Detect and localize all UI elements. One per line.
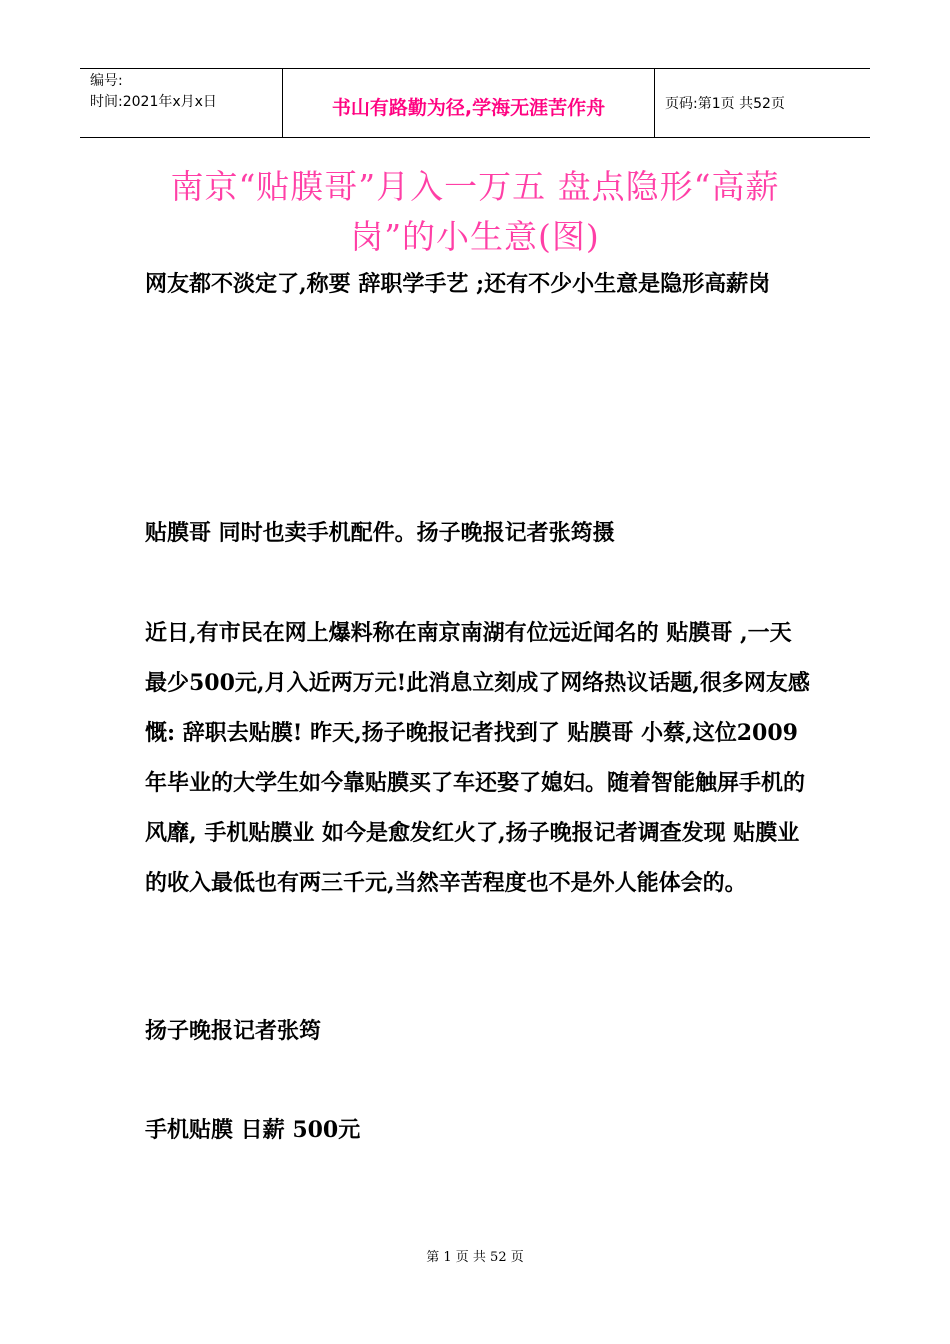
document-number-label: 编号: [90,73,123,89]
header-page-info: 页码:第1页 共52页 [665,96,785,112]
document-header [80,68,870,138]
header-motto: 书山有路勤为径,学海无涯苦作舟 [282,69,655,137]
image-caption: 贴膜哥 同时也卖手机配件。扬子晚报记者张筠摄 [145,520,615,546]
section-heading: 手机贴膜 日薪 500元 [145,1117,361,1143]
page-footer: 第 1 页 共 52 页 [426,1250,524,1265]
article-paragraph: 近日,有市民在网上爆料称在南京南湖有位远近闻名的 贴膜哥 ,一天最少500元,月入近两万元!此消息立刻成了网络热议话题,很多网友感慨: 辞职去贴膜! 昨天,扬子晚报记者找到了 贴膜哥 小蔡,这位2009年毕业的大学生如今靠贴膜买了车还娶了媳妇。随着智能触屏手机的风靡, 手机贴膜业 如今是愈发红火了,扬子晚报记者调查发现 贴膜业 的收入最低也有两三千元,当然辛苦程度也不是外人能体会的。 [145,620,810,896]
document-date: 时间:2021年x月x日 [90,94,217,110]
header-meta-cell [80,69,282,137]
article-title: 南京“贴膜哥”月入一万五 盘点隐形“高薪岗”的小生意(图) [170,167,780,256]
article-byline: 扬子晚报记者张筠 [145,1018,322,1044]
article-subtitle: 网友都不淡定了,称要 辞职学手艺 ;还有不少小生意是隐形高薪岗 [145,271,771,297]
